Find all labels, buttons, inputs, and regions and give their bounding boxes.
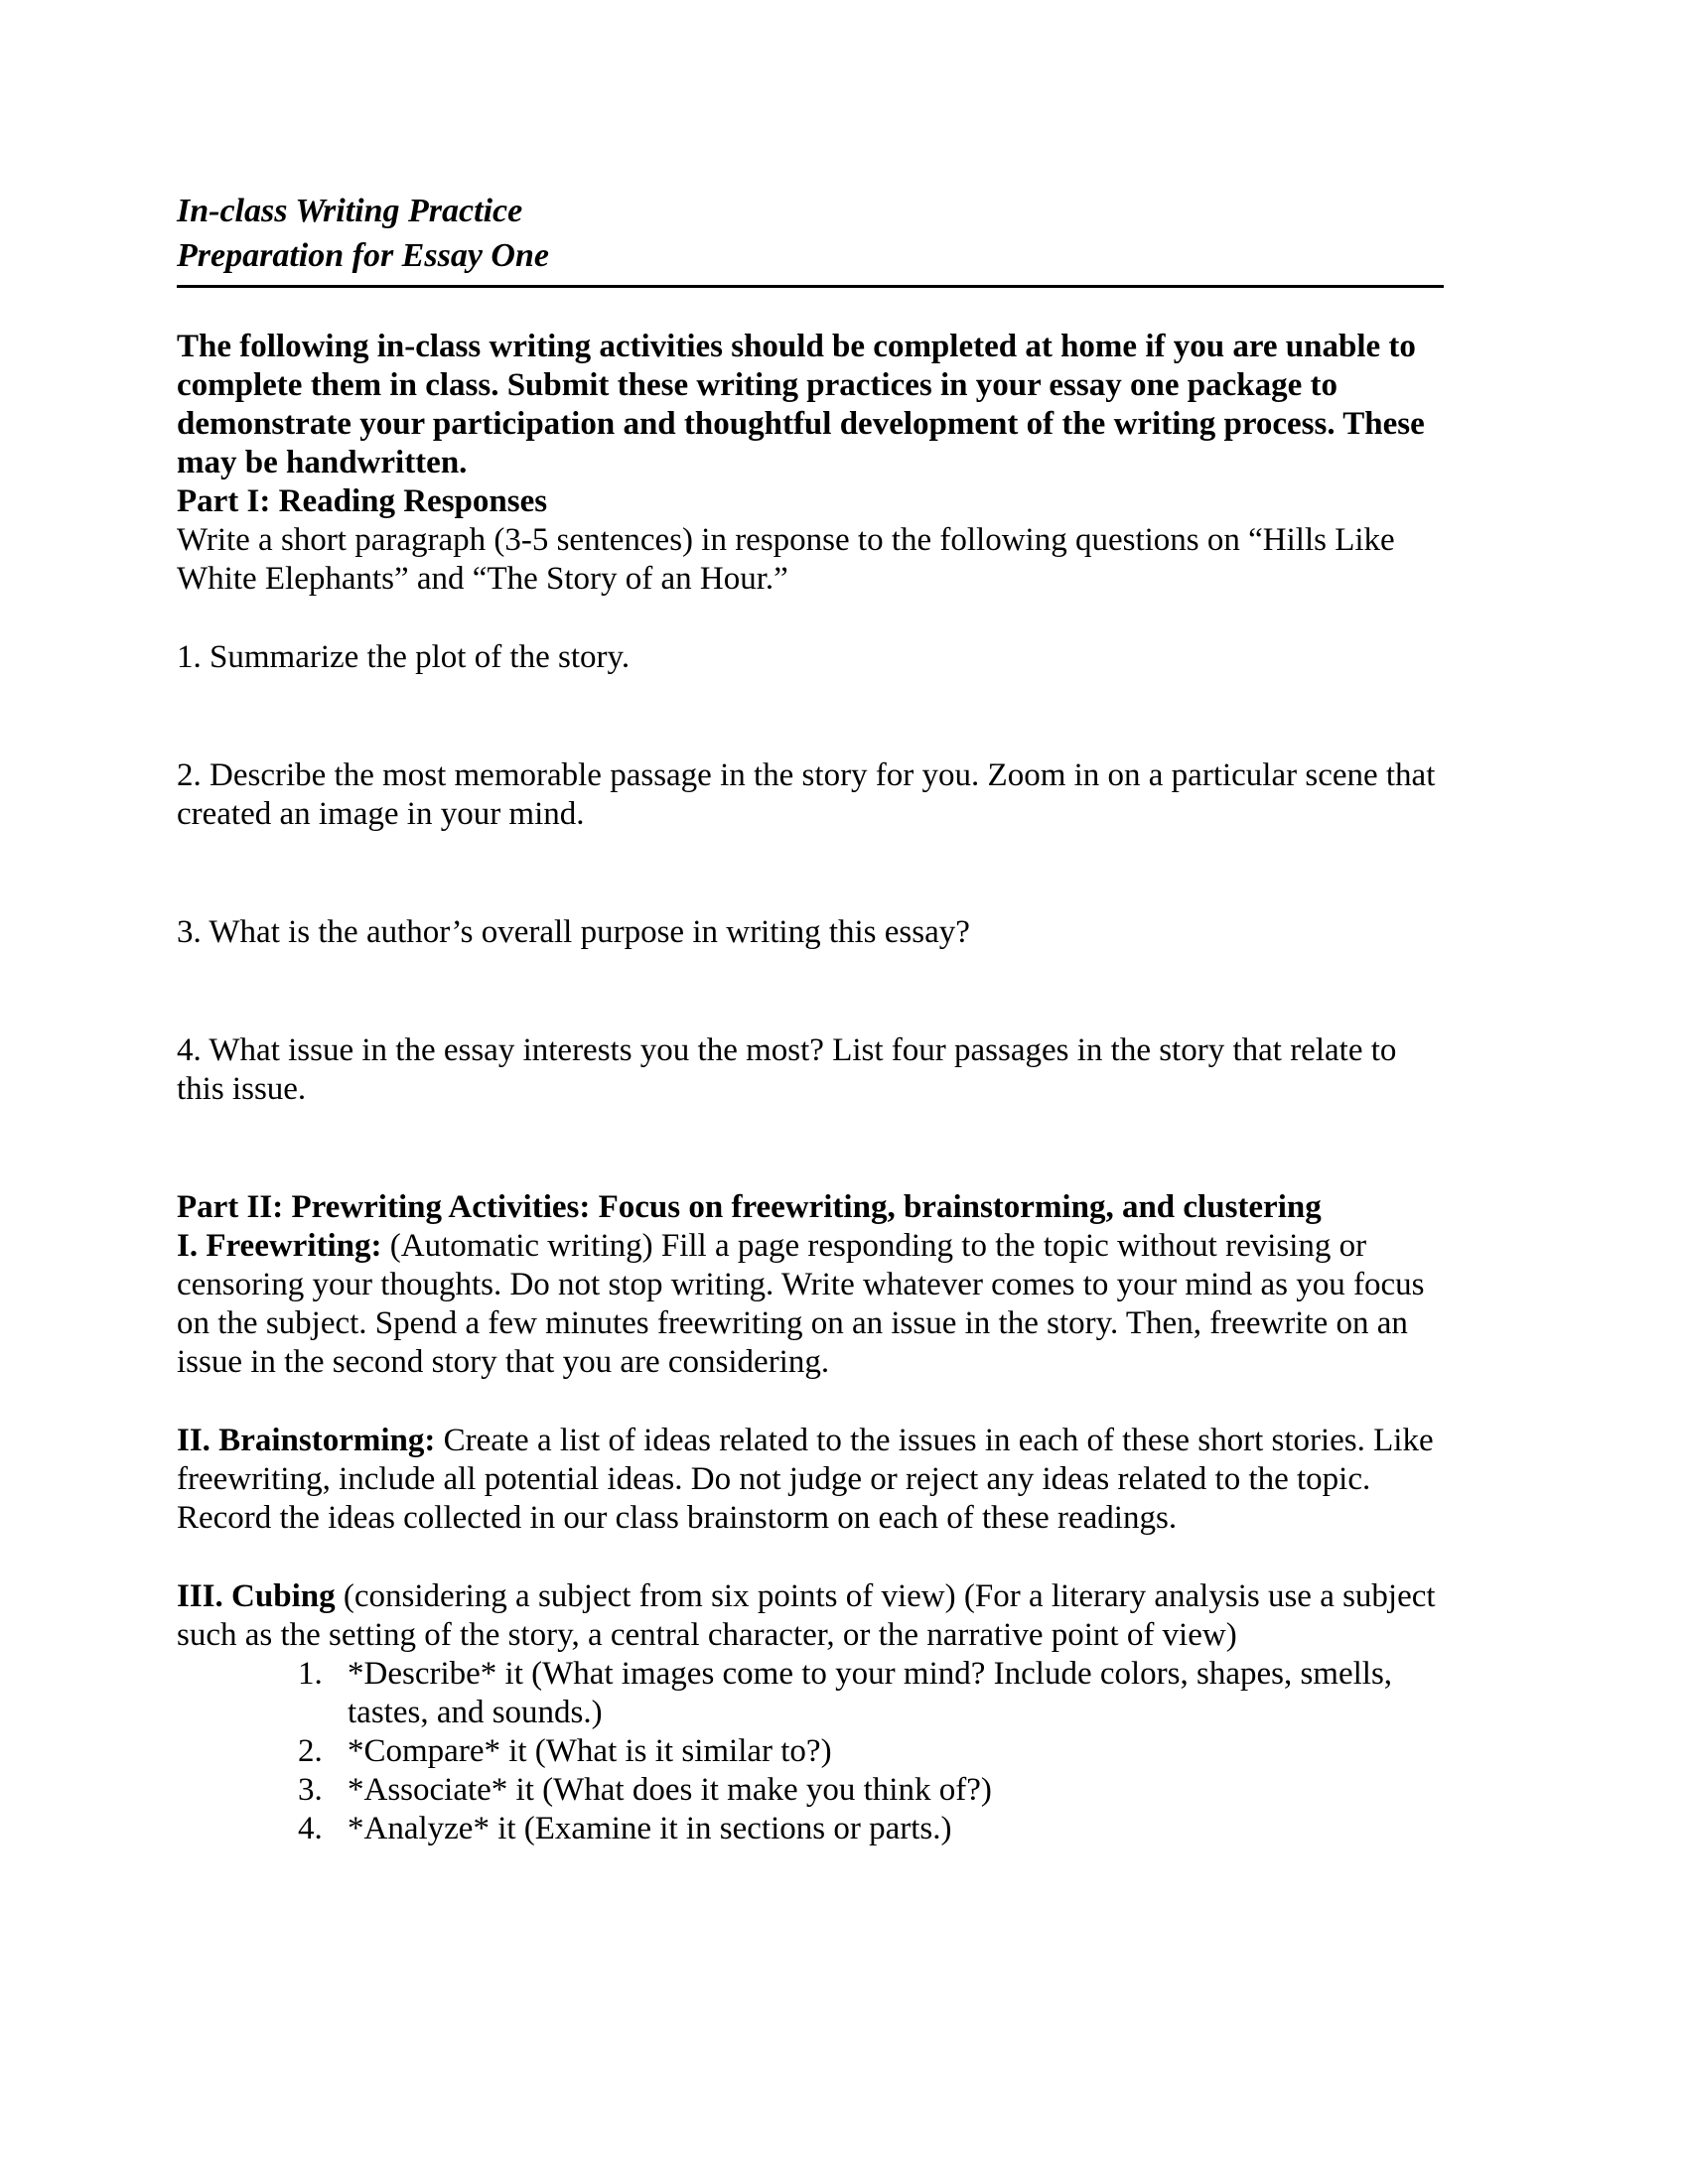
question-3: 3. What is the author’s overall purpose in writing this essay?	[177, 914, 970, 950]
cubing-item-4-number: 4.	[298, 1811, 323, 1846]
brainstorming-label: II. Brainstorming:	[177, 1423, 436, 1458]
cubing-text: (considering a subject from six points of view) (For a literary analysis use a subject such as the setting of the story, a central character, or the narrative point of view)	[177, 1578, 1436, 1653]
cubing-paragraph	[177, 1577, 1450, 1655]
cubing-item-2	[298, 1732, 1450, 1771]
cubing-item-1	[298, 1655, 1450, 1732]
title-line-1: In-class Writing Practice	[177, 193, 523, 229]
cubing-item-3-text: *Associate* it (What does it make you think of?)	[348, 1772, 992, 1808]
cubing-item-3-number: 3.	[298, 1772, 323, 1808]
freewriting-text: (Automatic writing) Fill a page responding to the topic without revising or censoring your thoughts. Do not stop writing. Write whatever comes to your mind as you focus on the subject. Spend a few minutes freewriting on an issue in the story. Then, freewrite on an issue in the second story that you are considering.	[177, 1228, 1425, 1380]
brainstorming-paragraph	[177, 1422, 1450, 1538]
cubing-item-4-text: *Analyze* it (Examine it in sections or parts.)	[348, 1811, 952, 1846]
cubing-item-2-text: *Compare* it (What is it similar to?)	[348, 1733, 832, 1769]
cubing-item-1-text: *Describe* it (What images come to your mind? Include colors, shapes, smells, tastes, and sounds.)	[348, 1656, 1393, 1730]
freewriting-paragraph	[177, 1227, 1450, 1382]
question-1: 1. Summarize the plot of the story.	[177, 639, 631, 675]
cubing-list	[177, 1655, 1450, 1848]
cubing-item-1-number: 1.	[298, 1656, 323, 1692]
part1-instructions: Write a short paragraph (3-5 sentences) in response to the following questions on “Hills Like White Elephants” and “The Story of an Hour.”	[177, 522, 1395, 597]
question-4: 4. What issue in the essay interests you the most? List four passages in the story that relate to this issue.	[177, 1032, 1397, 1107]
cubing-label: III. Cubing	[177, 1578, 336, 1614]
cubing-item-3	[298, 1771, 1450, 1810]
intro-paragraph: The following in-class writing activities should be completed at home if you are unable to complete them in class. Submit these writing practices in your essay one package to demonstrate your participation and thoughtful development of the writing process. These may be handwritten.	[177, 329, 1425, 480]
title-line-2: Preparation for Essay One	[177, 237, 549, 274]
question-2: 2. Describe the most memorable passage in the story for you. Zoom in on a particular scene that created an image in your mind.	[177, 757, 1436, 832]
part2-heading: Part II: Prewriting Activities: Focus on freewriting, brainstorming, and clustering	[177, 1189, 1322, 1225]
cubing-item-4	[298, 1810, 1450, 1848]
freewriting-label: I. Freewriting:	[177, 1228, 382, 1264]
part1-heading: Part I: Reading Responses	[177, 483, 548, 519]
cubing-item-2-number: 2.	[298, 1733, 323, 1769]
document-title	[177, 189, 1444, 288]
brainstorming-text: Create a list of ideas related to the issues in each of these short stories. Like freewriting, include all potential ideas. Do not judge or reject any ideas related to the topic. Record the ideas collected in our class brainstorm on each of these readings.	[177, 1423, 1434, 1536]
